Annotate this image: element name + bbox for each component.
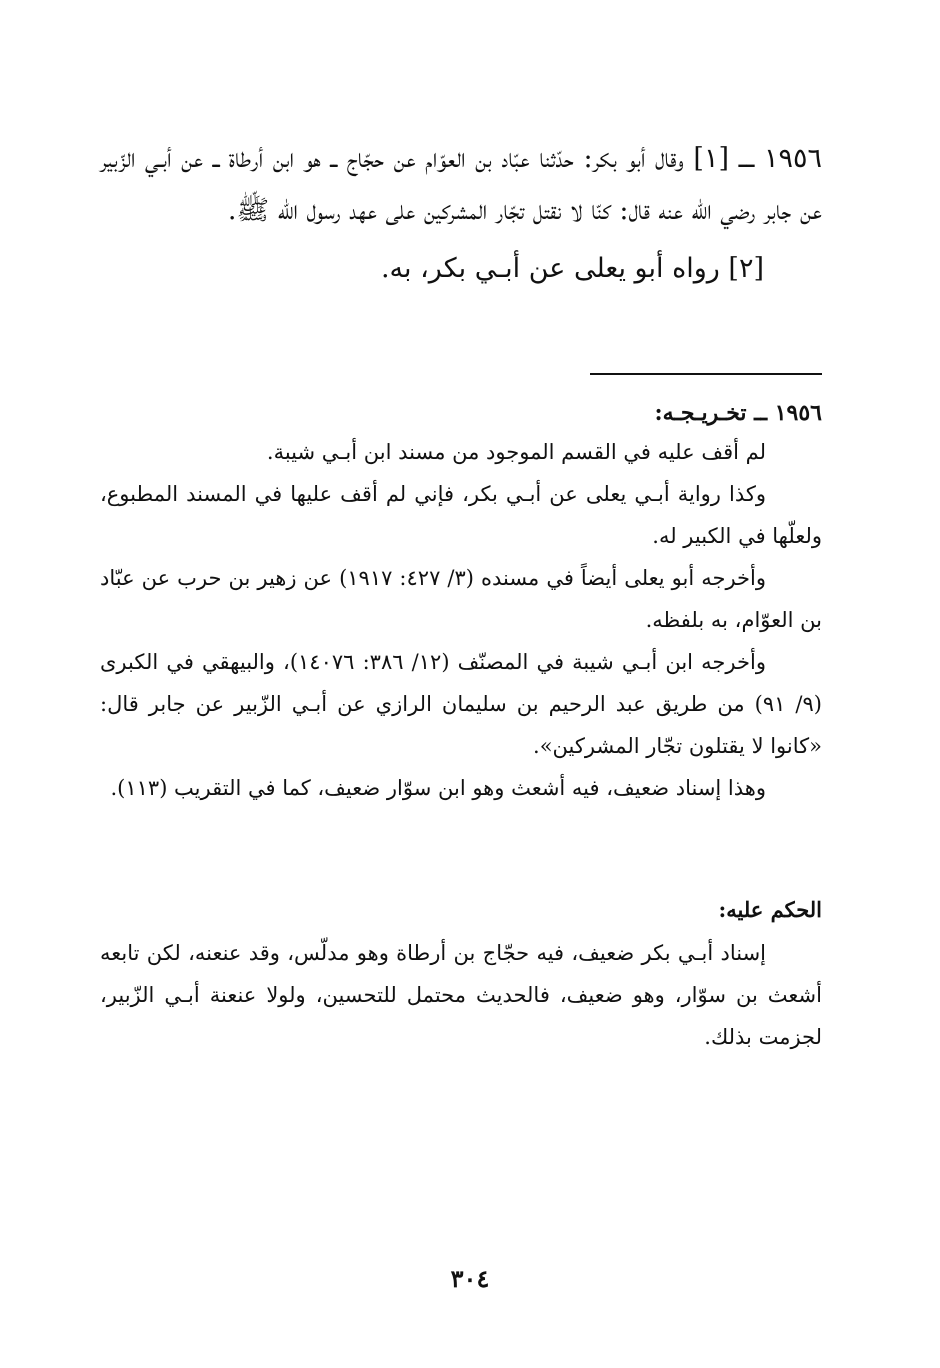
hukm-text: إسناد أبـي بكر ضعيف، فيه حجّاج بن أرطاة وهو مدلّس، وقد عنعنه، لكن تابعه أشعث بن سوّار، وهو ضعيف، فالحديث محتمل للتحسين، ولولا عنعنة أبـي الزّبير، لجزمت بذلك.	[100, 941, 822, 1049]
takhrij-paragraph: وأخرجه ابن أبـي شيبة في المصنّف (١٢/ ٣٨٦: ١٤٠٧٦)، والبيهقي في الكبرى (٩/ ٩١) من طريق عبد الرحيم بن سليمان الرازي عن أبـي الزّبير عن جابر قال: «كانوا لا يقتلون تجّار المشركين».	[100, 650, 822, 758]
takhrij-paragraph: وأخرجه أبو يعلى أيضاً في مسنده (٣/ ٤٢٧: ١٩١٧) عن زهير بن حرب عن عبّاد بن العوّام، به بلفظه.	[100, 566, 822, 632]
footnote-divider	[590, 373, 822, 375]
takhrij-paragraph: وهذا إسناد ضعيف، فيه أشعث وهو ابن سوّار ضعيف، كما في التقريب (١١٣).	[110, 776, 766, 800]
hukm-heading: الحكم عليه:	[718, 897, 822, 922]
takhrij-paragraph: لم أقف عليه في القسم الموجود من مسند ابن أبـي شيبة.	[266, 440, 766, 464]
hadith-narration: ١٩٥٦ ــ [١] وقال أبو بكر: حدّثنا عبّاد بن العوّام عن حجّاج ــ هو ابن أرطاة ــ عن أبـي الزّبير عن جابر رضي الله عنه قال: كنّا لا نقتل تجّار المشركين على عهد رسول الله ﷺ.	[100, 143, 822, 226]
hadith-text	[100, 133, 822, 295]
takhrij-heading: ١٩٥٦ ــ تخـريـجـه:	[654, 400, 822, 426]
takhrij-paragraph: وكذا رواية أبـي يعلى عن أبـي بكر، فإني لم أقف عليها في المسند المطبوع، ولعلّها في الكبير له.	[100, 482, 822, 548]
takhrij-section	[100, 395, 822, 809]
hadith-reference: [٢] رواه أبو يعلى عن أبـي بكر، به.	[380, 253, 764, 284]
page-number: ٣٠٤	[450, 1264, 490, 1293]
